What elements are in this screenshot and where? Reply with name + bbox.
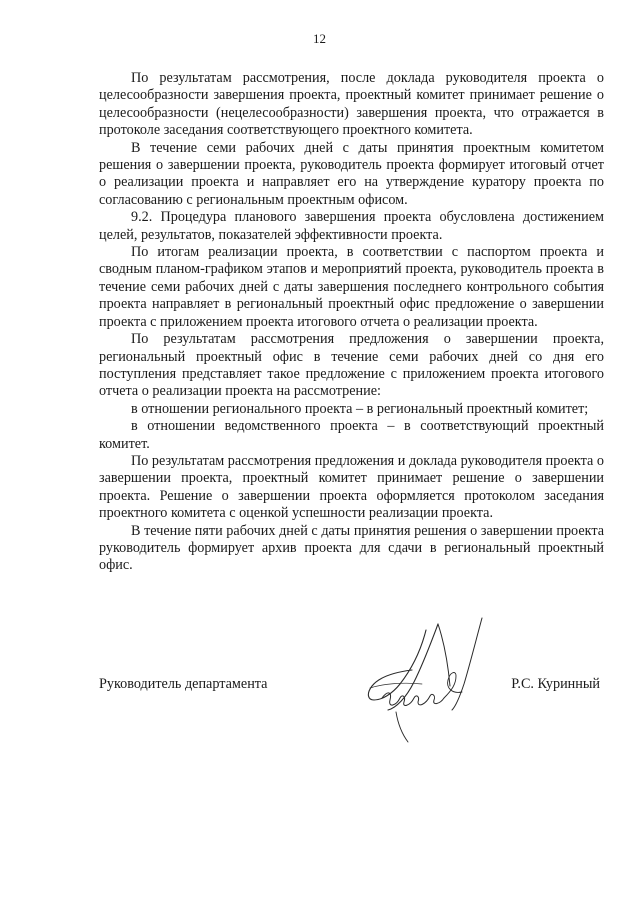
paragraph-planned-completion: 9.2. Процедура планового завершения проекта обусловлена достижением целей, результатов, показателей эффективности проекта. bbox=[99, 209, 604, 243]
signatory-name: Р.С. Куринный bbox=[511, 676, 600, 692]
signatory-position: Руководитель департамента bbox=[99, 676, 268, 692]
paragraph-completion-proposal: По итогам реализации проекта, в соответствии с паспортом проекта и сводным планом-графиком этапов и мероприятий проекта, руководитель проекта в течение семи рабочих дней с даты завершения последнего контрольного события проекта направляет в региональный проектный офис предложение о завершении проекта с приложением проекта итогового отчета о реализации проекта. bbox=[99, 244, 604, 330]
paragraph-project-archive: В течение пяти рабочих дней с даты принятия решения о завершении проекта руководитель формирует архив проекта для сдачи в региональный проектный офис. bbox=[99, 522, 604, 574]
paragraph-regional-project: в отношении регионального проекта – в региональный проектный комитет; bbox=[131, 400, 589, 417]
paragraph-committee-decision: По результатам рассмотрения, после доклада руководителя проекта о целесообразности завершения проекта, проектный комитет принимает решение о целесообразности (нецелесообразности) завершения проекта, что отражается в протоколе заседания соответствующего проектного комитета. bbox=[99, 70, 604, 139]
signature-block bbox=[99, 676, 604, 698]
paragraph-departmental-project: в отношении ведомственного проекта – в соответствующий проектный комитет. bbox=[99, 418, 604, 452]
page-number: 12 bbox=[313, 31, 326, 46]
paragraph-office-review: По результатам рассмотрения предложения о завершении проекта, региональный проектный офис в течение семи рабочих дней со дня его поступления представляет такое предложение с приложением проекта итогового отчета о реализации проекта на рассмотрение: bbox=[99, 331, 604, 400]
document-body bbox=[99, 70, 604, 575]
handwritten-signature bbox=[352, 600, 502, 750]
paragraph-completion-decision: По результатам рассмотрения предложения и доклада руководителя проекта о завершении проекта, проектный комитет принимает решение о завершении проекта. Решение о завершении проекта оформляется протоколом заседания проектного комитета с оценкой успешности реализации проекта. bbox=[99, 452, 604, 522]
paragraph-final-report: В течение семи рабочих дней с даты принятия проектным комитетом решения о завершении проекта, руководитель проекта формирует итоговый отчет о реализации проекта и направляет его на утверждение куратору проекта по согласованию с региональным проектным офисом. bbox=[99, 139, 604, 208]
